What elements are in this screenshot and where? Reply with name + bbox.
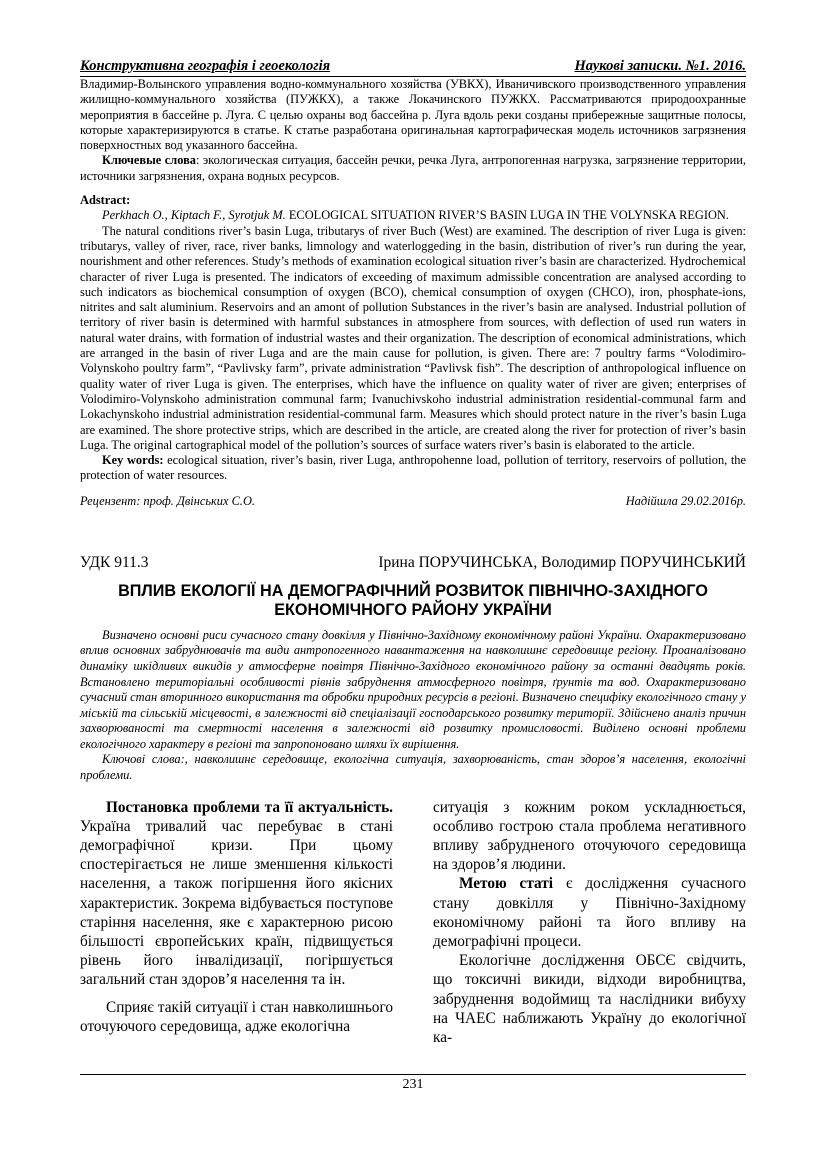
english-keywords-text: ecological situation, river’s basin, river Luga, anthropohenne load, pollution of territory, reservoirs of pollution, the protection of water resources. [80,453,747,483]
left-column [80,798,393,1048]
running-header [80,58,746,77]
udk-line [80,554,746,572]
journal-section: Конструктивна географія і геоекологія [80,58,331,74]
english-keywords [80,453,746,484]
right-paragraph-3: Екологічне дослідження ОБСЄ свідчить, що токсичні викиди, відходи виробництва, забруднення водоймищ та наслідники вибуху на ЧАЕС наближають Україну до екологічної ка- [433,952,746,1047]
udk-code: УДК 911.3 [80,553,149,571]
russian-keywords-text: : экологическая ситуация, бассейн речки, речка Луга, антропогенная нагрузка, загрязнение территории, источники загрязнения, охрана водных ресурсов. [80,153,746,183]
article-abstract [80,628,746,784]
goal-text: є дослідження сучасного стану довкілля у Північно-Західному економічному районі та його впливу на демографічні процеси. [433,875,746,951]
english-abstract-heading: Adstract: [80,193,131,208]
page-number: 231 [402,1077,424,1092]
review-line [80,494,746,509]
footer-rule [80,1074,746,1075]
russian-abstract-text: Владимир-Волынского управления водно-коммунального хозяйства (УВКХ), Иваничивского производственного управления жилищно-коммунального хозяйства (ПУЖКХ), а также Локачинского ПУЖКХ. Рассматриваются природоохранные мероприятия в бассейне р. Луга. С целью охраны вод бассейна р. Луга вдоль реки созданы прибережные защитные полосы, которые характеризируются в статье. К статье разработана оригинальная картографическая модель источников загрязнения поверхностных вод указанного бассейна. [80,77,746,153]
right-column [433,798,746,1048]
english-abstract-citation [80,208,746,223]
english-abstract-title: ECOLOGICAL SITUATION RIVER’S BASIN LUGA IN THE VOLYNSKA REGION. [285,208,729,223]
right-paragraph-1: ситуація з кожним роком ускладнюється, особливо гострою стала проблема негативного впливу забрудненого оточуючого середовища на здоров’я людини. [433,798,746,874]
problem-statement-paragraph [80,798,393,990]
article-abstract-text: Визначено основні риси сучасного стану довкілля у Північно-Західному економічному районі України. Охарактеризовано вплив основних забруднювачів та види антропогенного навантаження на навколишнє середовище регіону. Проаналізовано динаміку шкідливих викидів у атмосферне повітря Північно-Західного економічного району за останні двадцять років. Встановлено територіальні особливості рівнів забруднення атмосферного повітря, ґрунтів та вод. Охарактеризовано сучасний стан вторинного використання та обробки природних ресурсів в регіоні. Визначено специфіку екологічного стану у міській та сільській місцевості, в залежності від спеціалізації господарського розвитку території. Здійснено аналіз причин захворюваності та смертності населення в залежності від розвитку промисловості. Виділено основні проблеми екологічного характеру в регіоні та запропоновано шляхи їх вирішення. [80,627,746,751]
left-paragraph-2: Сприяє такій ситуації і стан навколишнього оточуючого середовища, адже екологічна [80,998,393,1035]
problem-statement-heading: Постановка проблеми та її актуальність. [106,798,393,816]
english-abstract-body: The natural conditions river’s basin Luga, tributarys of river Buch (West) are examined. The description of river Luga is given: tributarys, valley of river, race, river banks, limnology and waterloggeding in the basin, distribution of river’s run during the year, nourishment and other references. Study’s methods of examination ecological situation river’s basin are characterized. Hydrochemical character of river Luga is presented. The indicators of exceeding of maximum admissible concentration are analysed according to such indicators as biochemical consumption of oxygen (BCO), chemical consumption of oxygen (CHCO), iron, phosphate-ions, nitrites and salt aluminium. Reservoirs and an amont of pollution Substances in the river’s basin are analysed. Industrial pollution of territory of river basin is determined with harmful substances in atmosphere from sources, with deflection of used run waters in natural water drains, with formation of industrial wastes and their organization. The description of economical administrations, which are arranged in the basin of river Luga and are the main cause for pollution, is given. There are: 7 poultry farms “Volodimiro-Volynskoho poultry farm”, “Pavlivsky farm”, private administration “Pavlivsk fish”. The description of anthropological influence on quality water of river Luga is given. The enterprises, which have the influence on quality water of river are given; enterprises of Volodimiro-Volynskoho administration communal farm; Ivanuchivskoho industrial administration residential-communal farm and Lokachynskoho industrial administration residential-communal farm. Measures which should protect nature in the river’s basin Luga are examined. The shore protective strips, which are described in the article, are created along the river for protection of river’s basin Luga. The original cartographical model of the pollution’s sources of surface waters river’s basin is elaborated to the article. [80,223,746,452]
russian-abstract [80,77,746,184]
english-abstract [80,193,746,484]
problem-statement-text: Україна тривалий час перебуває в стані демографічної кризи. При цьому спостерігається не лише зменшення кількості населення, а також погіршення його якісних характеристик. Зокрема відбувається поступове старіння населення, яке є характерною рисою більшості європейських країн, підвищується рівень його інвалідизації, погіршується загальний стан здоров’я населення та ін. [80,817,393,989]
journal-issue: Наукові записки. №1. 2016. [574,58,746,74]
russian-keywords [80,153,746,184]
article-title: ВПЛИВ ЕКОЛОГІЇ НА ДЕМОГРАФІЧНИЙ РОЗВИТОК ПІВНІЧНО-ЗАХІДНОГО ЕКОНОМІЧНОГО РАЙОНУ УКРАЇНИ [118,581,708,619]
body-columns [80,798,746,1048]
page [80,58,746,1047]
article-authors: Ірина ПОРУЧИНСЬКА, Володимир ПОРУЧИНСЬКИЙ [378,553,746,571]
article-keywords: Ключові слова:, навколишнє середовище, екологічна ситуація, захворюваність, стан здоров’я населення, екологічні проблеми. [80,752,746,783]
goal-paragraph [433,874,746,951]
goal-heading: Метою статі [459,875,554,893]
reviewer: Рецензент: проф. Двінських С.О. [80,493,255,508]
received-date: Надійшла 29.02.2016р. [625,493,746,508]
english-keywords-label: Key words: [102,453,164,468]
english-abstract-authors: Perkhach O., Kiptach F., Syrotjuk M. [102,208,286,223]
russian-keywords-label: Ключевые слова [102,153,196,168]
